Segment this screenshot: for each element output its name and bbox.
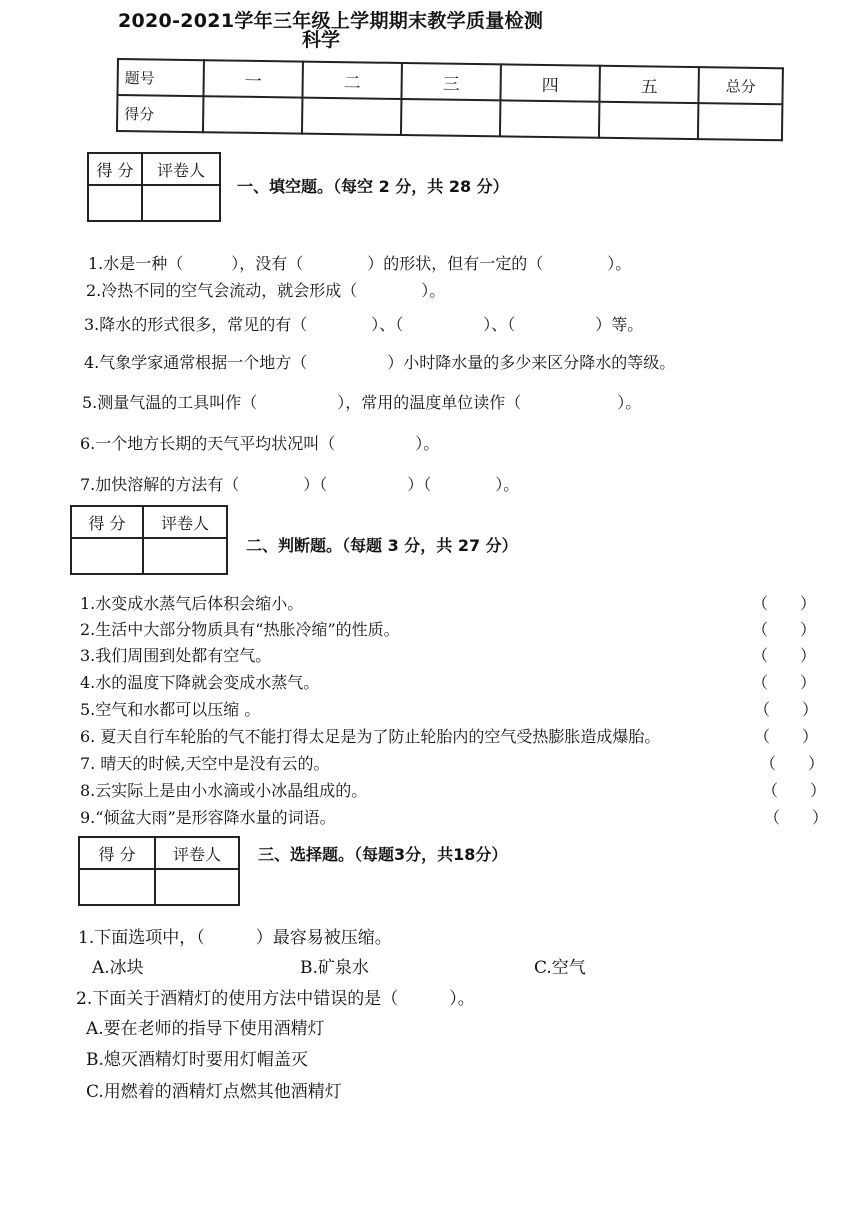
choice-option-b[interactable]: B.矿泉水: [300, 958, 369, 978]
section1-heading: 一、填空题。（每空 2 分，共 28 分）: [237, 177, 509, 196]
fill-question-6: 6.一个地方长期的天气平均状况叫（ ）。: [80, 434, 440, 453]
total-score-cell[interactable]: [698, 103, 782, 140]
choice-option-a[interactable]: A.冰块: [92, 958, 144, 978]
judge-question-7: 7. 晴天的时候,天空中是没有云的。: [80, 754, 330, 773]
score-cell[interactable]: [302, 98, 401, 135]
score-cell[interactable]: [500, 100, 599, 137]
grader-name-cell[interactable]: [143, 538, 227, 574]
answer-parens[interactable]: （ ）: [754, 700, 819, 719]
score-cell[interactable]: [599, 102, 698, 139]
grader-score-cell[interactable]: [88, 185, 142, 221]
grader-name-label: 评卷人: [142, 153, 220, 185]
judge-question-5: 5.空气和水都可以压缩 。: [80, 700, 261, 719]
fill-question-2: 2.冷热不同的空气会流动，就会形成（ ）。: [86, 281, 446, 300]
score-cell[interactable]: [203, 96, 302, 133]
fill-question-3: 3.降水的形式很多，常见的有（ ）、（ ）、（ ）等。: [84, 315, 644, 334]
exam-subject: 科学: [302, 29, 341, 51]
judge-question-9: 9.“倾盆大雨”是形容降水量的词语。: [80, 808, 336, 827]
column-1: 一: [203, 60, 302, 97]
judge-question-6: 6. 夏天自行车轮胎的气不能打得太足是为了防止轮胎内的空气受热膨胀造成爆胎。: [80, 727, 661, 746]
fill-question-7: 7.加快溶解的方法有（ ）（ ）（ ）。: [80, 475, 520, 494]
grader-name-cell[interactable]: [155, 869, 239, 905]
grader-score-label: 得 分: [79, 837, 155, 869]
answer-parens[interactable]: （ ）: [752, 646, 817, 665]
grader-box-section2: [70, 505, 228, 575]
answer-parens[interactable]: （ ）: [760, 754, 825, 773]
choice-question-2: 2.下面关于酒精灯的使用方法中错误的是（ ）。: [76, 989, 475, 1009]
answer-parens[interactable]: （ ）: [762, 781, 827, 800]
answer-parens[interactable]: （ ）: [764, 808, 829, 827]
total-label: 总分: [698, 67, 782, 104]
grader-name-cell[interactable]: [142, 185, 220, 221]
row-label-number: 题号: [117, 59, 203, 96]
choice-option-b[interactable]: B.熄灭酒精灯时要用灯帽盖灭: [86, 1050, 308, 1070]
answer-parens[interactable]: （ ）: [752, 620, 817, 639]
fill-question-4: 4.气象学家通常根据一个地方（ ）小时降水量的多少来区分降水的等级。: [84, 353, 676, 372]
choice-option-c[interactable]: C.用燃着的酒精灯点燃其他酒精灯: [86, 1082, 342, 1102]
column-4: 四: [500, 64, 599, 101]
column-5: 五: [599, 66, 698, 103]
fill-question-1: 1.水是一种（ ），没有（ ）的形状，但有一定的（ ）。: [88, 254, 632, 273]
grader-score-label: 得 分: [88, 153, 142, 185]
exam-title: 2020-2021学年三年级上学期期末教学质量检测: [118, 10, 544, 32]
grader-name-label: 评卷人: [143, 506, 227, 538]
score-table: [116, 58, 784, 141]
choice-option-c[interactable]: C.空气: [534, 958, 586, 978]
column-2: 二: [302, 62, 401, 99]
grader-box-section1: [87, 152, 221, 222]
judge-question-2: 2.生活中大部分物质具有“热胀冷缩”的性质。: [80, 620, 400, 639]
fill-question-5: 5.测量气温的工具叫作（ ），常用的温度单位读作（ ）。: [82, 393, 642, 412]
judge-question-4: 4.水的温度下降就会变成水蒸气。: [80, 673, 320, 692]
answer-parens[interactable]: （ ）: [752, 673, 817, 692]
section3-heading: 三、选择题。（每题3分，共18分）: [258, 845, 508, 864]
grader-box-section3: [78, 836, 240, 906]
grader-name-label: 评卷人: [155, 837, 239, 869]
choice-option-a[interactable]: A.要在老师的指导下使用酒精灯: [86, 1019, 325, 1039]
column-3: 三: [401, 63, 500, 100]
grader-score-label: 得 分: [71, 506, 143, 538]
grader-score-cell[interactable]: [71, 538, 143, 574]
judge-question-3: 3.我们周围到处都有空气。: [80, 646, 272, 665]
section2-heading: 二、判断题。（每题 3 分，共 27 分）: [246, 536, 518, 555]
judge-question-8: 8.云实际上是由小水滴或小冰晶组成的。: [80, 781, 368, 800]
row-label-score: 得分: [117, 95, 203, 132]
grader-score-cell[interactable]: [79, 869, 155, 905]
score-cell[interactable]: [401, 99, 500, 136]
answer-parens[interactable]: （ ）: [752, 594, 817, 613]
choice-question-1: 1.下面选项中，（ ）最容易被压缩。: [78, 928, 392, 948]
judge-question-1: 1.水变成水蒸气后体积会缩小。: [80, 594, 304, 613]
answer-parens[interactable]: （ ）: [754, 727, 819, 746]
